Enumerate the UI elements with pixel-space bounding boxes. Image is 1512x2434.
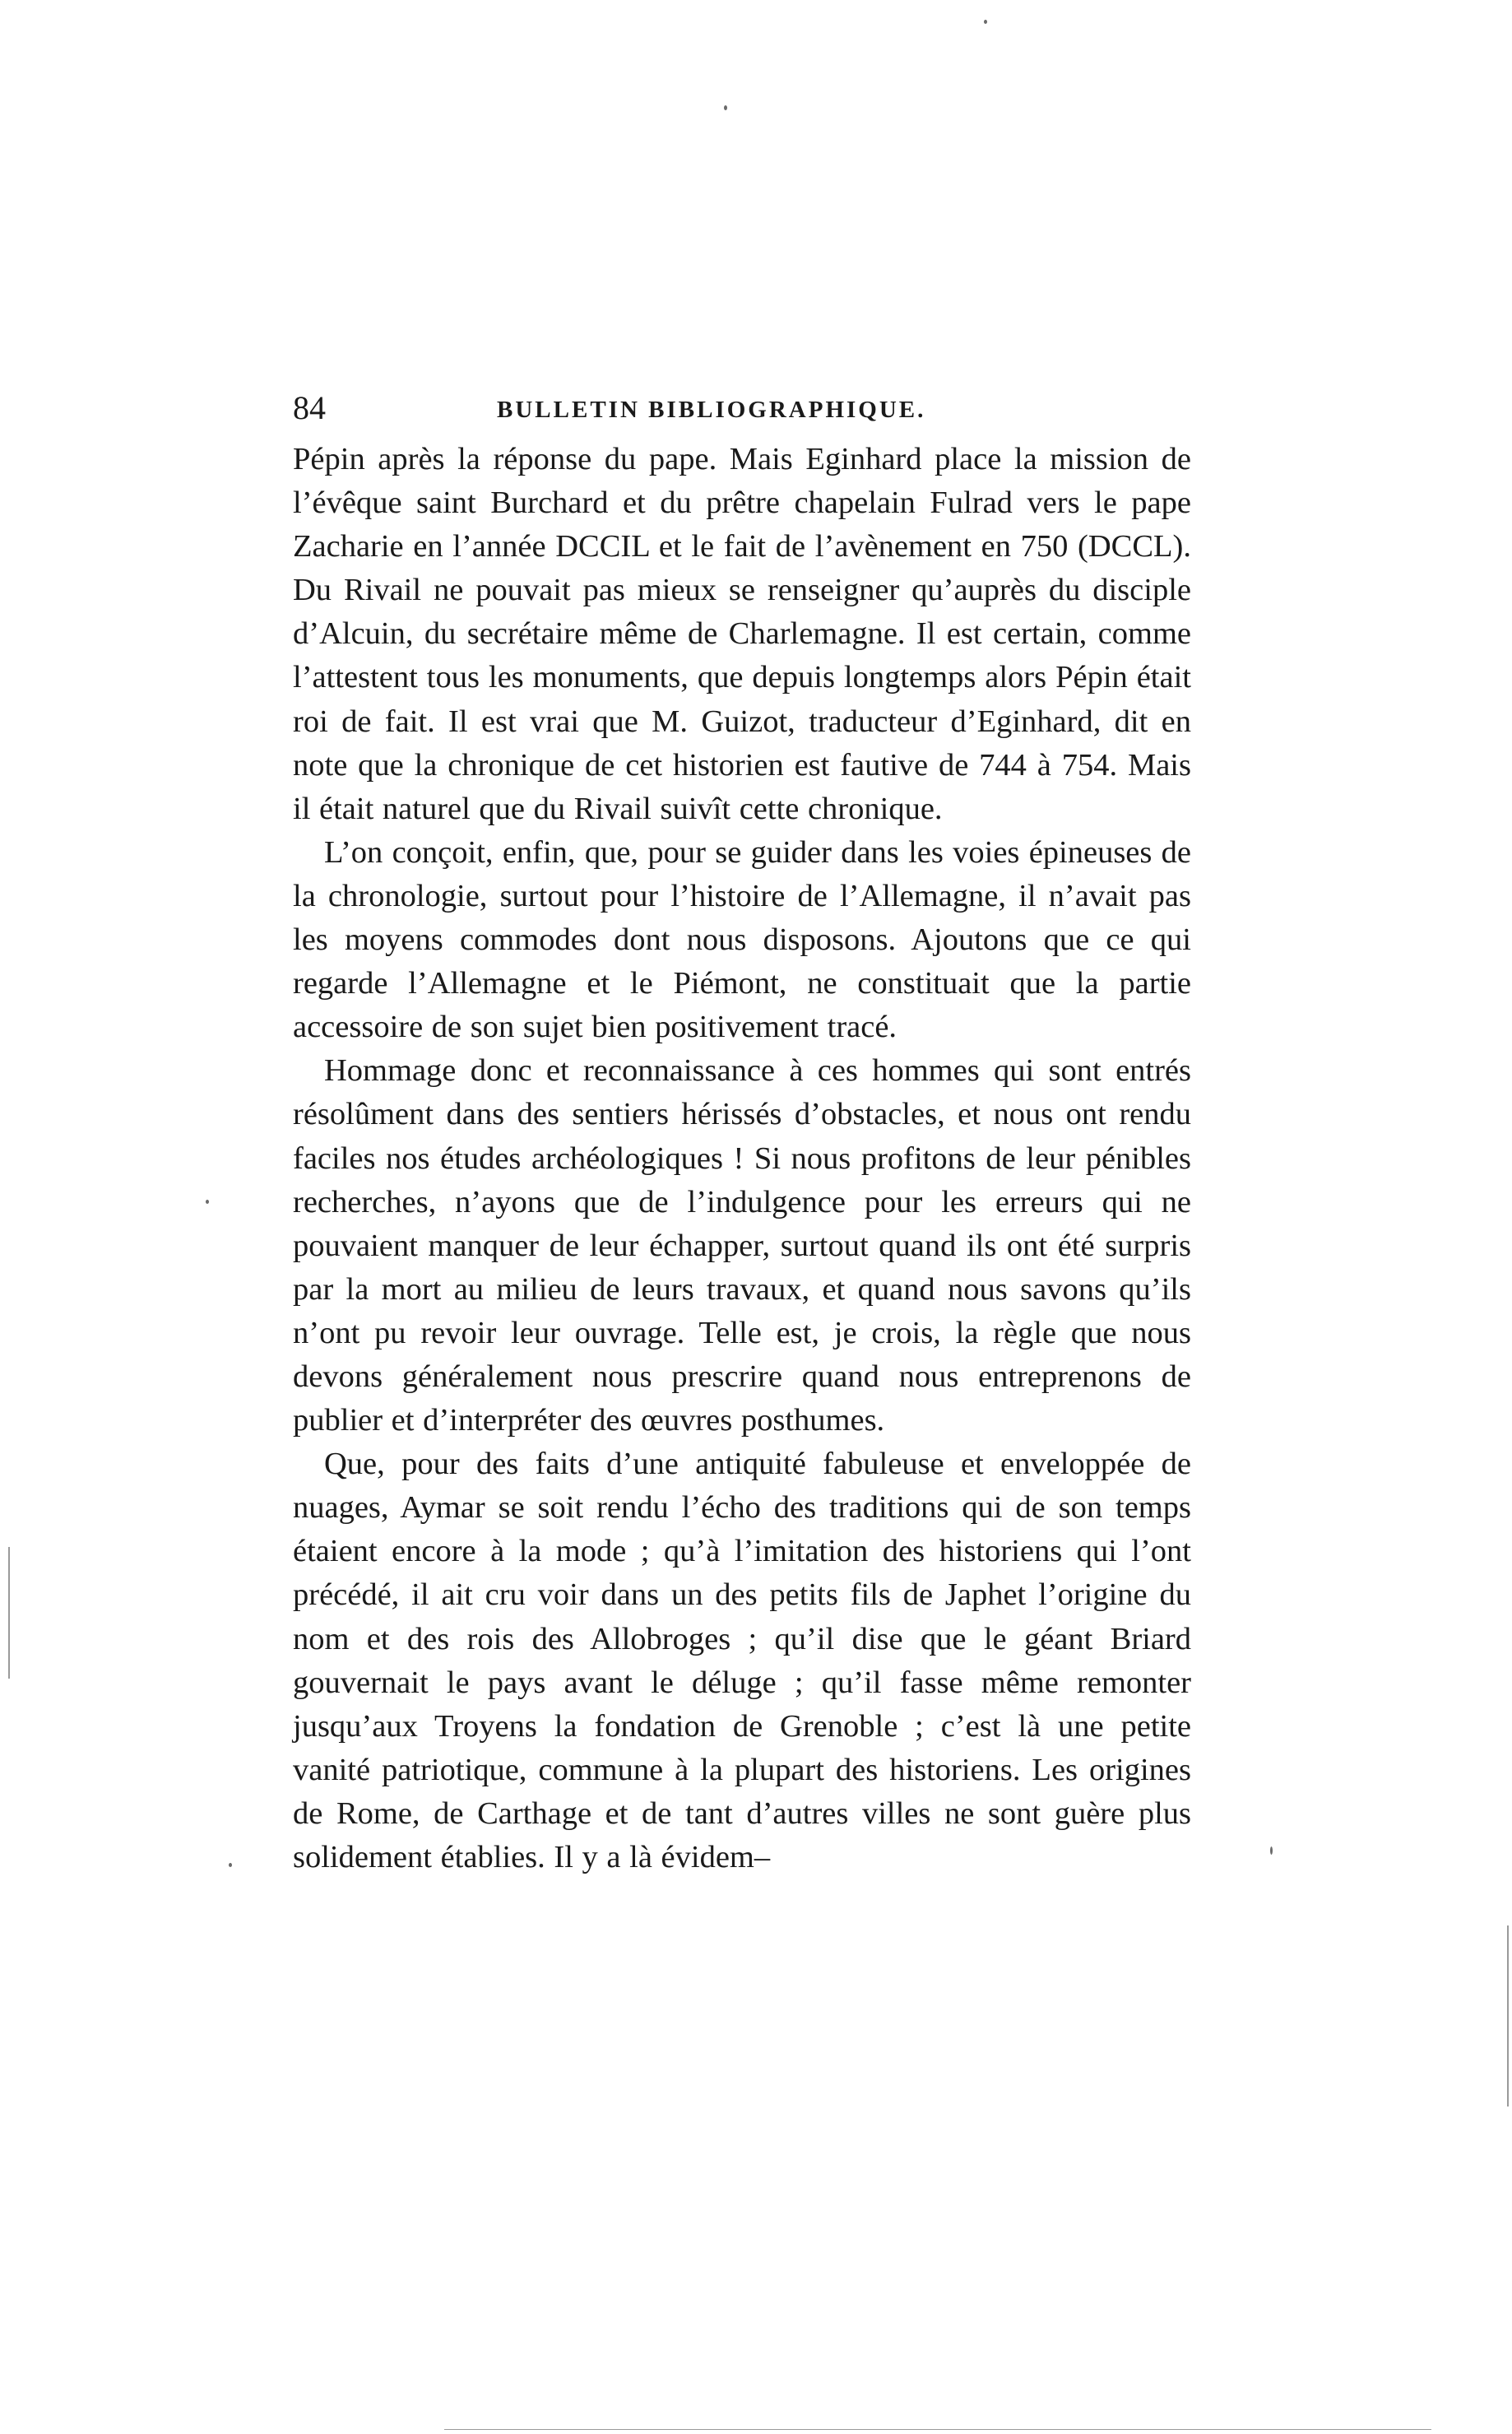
- page-header: [293, 385, 1191, 431]
- scan-speck: [1270, 1846, 1273, 1855]
- running-head: BULLETIN BIBLIOGRAPHIQUE.: [497, 397, 926, 423]
- body-text: [293, 438, 1191, 1879]
- paragraph: L’on conçoit, enfin, que, pour se guider dans les voies épineuses de la chronologie, surtout pour l’histoire de l’Allemagne, il n’avait pas les moyens commodes dont nous disposons. Ajoutons que ce qui regarde l’Allemagne et le Piémont, ne constituait que la partie accessoire de son sujet bien positivement tracé.: [293, 834, 1191, 1045]
- scan-edge-line: [8, 1547, 10, 1679]
- paragraph: Que, pour des faits d’une antiquité fabuleuse et enveloppée de nuages, Aymar se soit rendu l’écho des traditions qui de son temps étaient encore à la mode ; qu’à l’imitation des historiens qui l’ont précédé, il ait cru voir dans un des petits fils de Japhet l’origine du nom et des rois des Allobroges ; qu’il dise que le géant Briard gouvernait le pays avant le déluge ; qu’il fasse même remonter jusqu’aux Troyens la fondation de Grenoble ; c’est là une petite vanité patriotique, commune à la plupart des historiens. Les origines de Rome, de Carthage et de tant d’autres villes ne sont guère plus solidement établies. Il y a là évidem–: [293, 1447, 1191, 1874]
- scan-edge-line: [1507, 1925, 1509, 2107]
- scan-speck: [724, 105, 727, 110]
- paragraph-continued: Pépin après la réponse du pape. Mais Eginhard place la mission de l’évêque saint Burchard et du prêtre chapelain Fulrad vers le pape Zacharie en l’année DCCIL et le fait de l’avènement en 750 (DCCL). Du Rivail ne pouvait pas mieux se renseigner qu’auprès du disciple d’Alcuin, du secrétaire même de Charlemagne. Il est certain, comme l’attestent tous les monuments, que depuis longtemps alors Pépin était roi de fait. Il est vrai que M. Guizot, traducteur d’Eginhard, dit en note que la chronique de cet historien est fautive de 744 à 754. Mais il était naturel que du Rivail suivît cette chronique.: [293, 442, 1191, 826]
- scan-edge-line: [444, 2429, 1431, 2430]
- paragraph: Hommage donc et reconnaissance à ces hommes qui sont entrés résolûment dans des sentiers hérissés d’obstacles, et nous ont rendu faciles nos études archéologiques ! Si nous profitons de leur pénibles recherches, n’ayons que de l’indulgence pour les erreurs qui ne pouvaient manquer de leur échapper, surtout quand ils ont été surpris par la mort au milieu de leurs travaux, et quand nous savons qu’ils n’ont pu revoir leur ouvrage. Telle est, je crois, la règle que nous devons généralement nous prescrire quand nous entreprenons de publier et d’interpréter des œuvres posthumes.: [293, 1053, 1191, 1438]
- scan-speck: [984, 20, 987, 24]
- scan-speck: [206, 1200, 209, 1204]
- page-number: 84: [293, 389, 326, 426]
- scan-speck: [229, 1863, 232, 1867]
